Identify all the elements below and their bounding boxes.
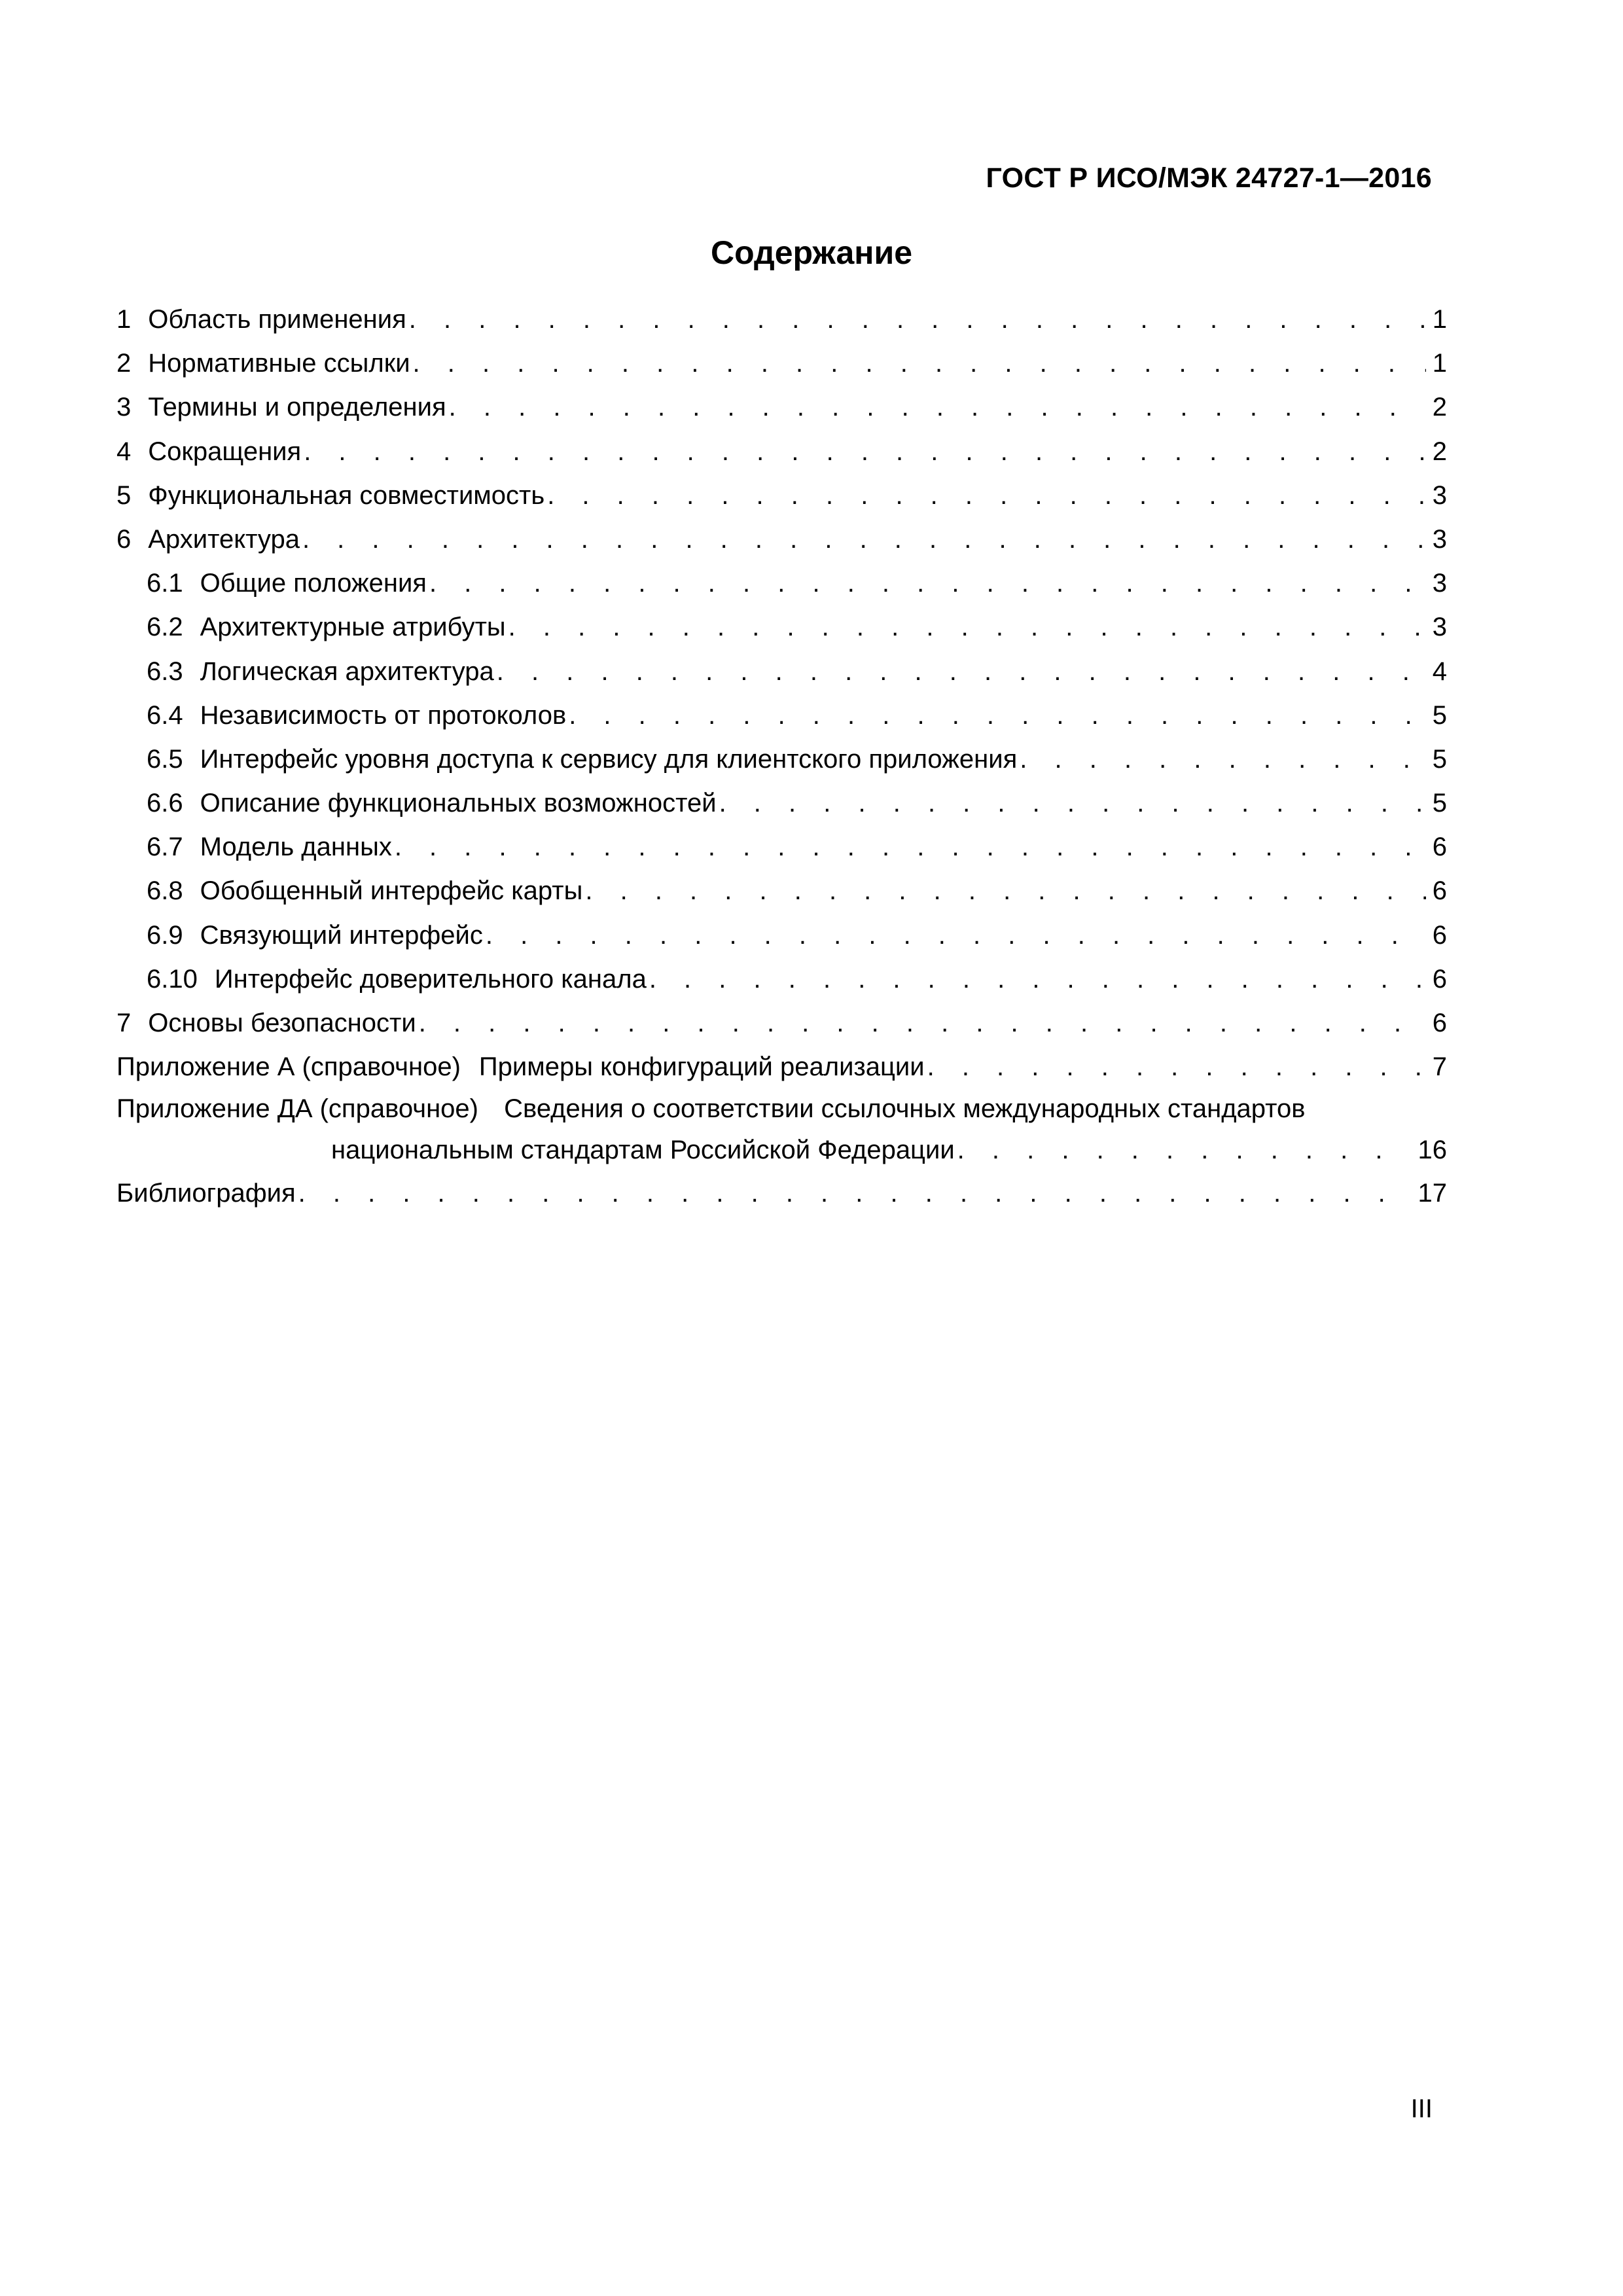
toc-page: 3	[1432, 569, 1447, 598]
toc-entry-6-9[interactable]	[116, 914, 1447, 958]
toc-num: 6.2	[147, 613, 183, 642]
leader-dots	[957, 1128, 1412, 1172]
annex-label: Приложение А (справочное)	[116, 1052, 461, 1082]
toc-text: Архитектура	[148, 524, 300, 554]
toc-text: Сокращения	[148, 437, 302, 466]
toc-text: Основы безопасности	[148, 1009, 416, 1037]
toc-num: 6.5	[147, 744, 183, 774]
leader-dots	[569, 694, 1426, 738]
toc-num: 1	[116, 305, 132, 334]
toc-num: 6.4	[147, 700, 183, 730]
toc-page: 1	[1432, 305, 1447, 334]
toc-page: 6	[1432, 920, 1447, 950]
toc-text: Функциональная совместимость	[148, 480, 545, 510]
toc-num: 6.9	[147, 920, 183, 950]
toc-text: Независимость от протоколов	[200, 700, 567, 730]
toc-entry-3[interactable]	[116, 386, 1447, 429]
toc-text: Интерфейс доверительного канала	[214, 964, 647, 994]
leader-dots	[304, 430, 1426, 474]
toc-title: Содержание	[710, 234, 913, 271]
toc-text: Описание функциональных возможностей	[200, 789, 717, 818]
leader-dots	[497, 650, 1426, 694]
leader-dots	[449, 386, 1426, 429]
leader-dots	[395, 825, 1426, 869]
toc-entry-6-10[interactable]	[116, 958, 1447, 1001]
toc-text: Библиография	[116, 1179, 296, 1208]
leader-dots	[585, 869, 1425, 913]
toc-text: Архитектурные атрибуты	[200, 613, 506, 642]
toc-entry-6-3[interactable]	[116, 650, 1447, 694]
toc-page: 6	[1432, 876, 1447, 906]
toc-entry-6[interactable]	[116, 518, 1447, 562]
leader-dots	[508, 605, 1426, 649]
leader-dots	[298, 1172, 1412, 1215]
toc-text: Сведения о соответствии ссылочных международных стандартов	[504, 1094, 1306, 1124]
leader-dots	[413, 342, 1426, 386]
toc-num: 3	[116, 393, 132, 422]
toc-entry-2[interactable]	[116, 342, 1447, 386]
toc-page: 17	[1418, 1179, 1447, 1208]
toc-page: 5	[1432, 700, 1447, 730]
toc-page: 6	[1432, 1009, 1447, 1037]
leader-dots	[419, 1001, 1426, 1045]
leader-dots	[547, 474, 1426, 518]
toc-text: Общие положения	[200, 569, 427, 598]
toc-entry-6-5[interactable]	[116, 738, 1447, 781]
toc-entry-annex-da[interactable]	[116, 1089, 1447, 1172]
toc-text: Логическая архитектура	[200, 656, 494, 686]
toc-text: Термины и определения	[148, 393, 446, 422]
toc-text: Область применения	[148, 305, 406, 334]
toc-page: 2	[1432, 393, 1447, 422]
toc-page: 3	[1432, 613, 1447, 642]
toc-page: 5	[1432, 789, 1447, 818]
toc-num: 5	[116, 480, 132, 510]
table-of-contents	[116, 298, 1447, 1216]
toc-page: 3	[1432, 524, 1447, 554]
toc-num: 6.7	[147, 833, 183, 862]
toc-num: 6	[116, 524, 132, 554]
toc-entry-6-2[interactable]	[116, 605, 1447, 649]
toc-entry-annex-a[interactable]	[116, 1045, 1447, 1089]
toc-text: Интерфейс уровня доступа к сервису для клиентского приложения	[200, 744, 1018, 774]
toc-page: 6	[1432, 833, 1447, 862]
toc-num: 6.3	[147, 656, 183, 686]
document-code: ГОСТ Р ИСО/МЭК 24727-1—2016	[986, 162, 1432, 194]
toc-text: Примеры конфигураций реализации	[478, 1052, 925, 1082]
toc-num: 6.8	[147, 876, 183, 906]
toc-page: 2	[1432, 437, 1447, 466]
toc-num: 7	[116, 1009, 132, 1037]
leader-dots	[927, 1045, 1426, 1089]
toc-num: 4	[116, 437, 132, 466]
toc-entry-6-4[interactable]	[116, 694, 1447, 738]
toc-text: Модель данных	[200, 833, 392, 862]
toc-text: Обобщенный интерфейс карты	[200, 876, 583, 906]
toc-entry-6-1[interactable]	[116, 562, 1447, 605]
toc-entry-6-7[interactable]	[116, 825, 1447, 869]
toc-text: Связующий интерфейс	[200, 920, 483, 950]
toc-entry-6-6[interactable]	[116, 781, 1447, 825]
toc-text-continued: национальным стандартам Российской Федерации	[331, 1136, 955, 1165]
toc-page: 3	[1432, 480, 1447, 510]
toc-num: 6.6	[147, 789, 183, 818]
leader-dots	[409, 298, 1426, 342]
toc-entry-4[interactable]	[116, 430, 1447, 474]
leader-dots	[429, 562, 1426, 605]
toc-text: Нормативные ссылки	[148, 349, 410, 378]
toc-num: 6.10	[147, 964, 198, 994]
toc-num: 2	[116, 349, 132, 378]
toc-num: 6.1	[147, 569, 183, 598]
leader-dots	[302, 518, 1426, 562]
toc-entry-1[interactable]	[116, 298, 1447, 342]
leader-dots	[649, 958, 1426, 1001]
page-number: III	[1410, 2094, 1433, 2123]
toc-entry-5[interactable]	[116, 474, 1447, 518]
toc-page: 7	[1432, 1052, 1447, 1082]
leader-dots	[486, 914, 1426, 958]
toc-entry-bibliography[interactable]	[116, 1172, 1447, 1215]
leader-dots	[1020, 738, 1425, 781]
toc-page: 6	[1432, 964, 1447, 994]
toc-page: 1	[1432, 349, 1447, 378]
toc-page: 4	[1432, 656, 1447, 686]
annex-label: Приложение ДА (справочное)	[116, 1094, 478, 1124]
toc-entry-6-8[interactable]	[116, 869, 1447, 913]
toc-page: 16	[1418, 1136, 1447, 1165]
leader-dots	[719, 781, 1426, 825]
toc-entry-7[interactable]	[116, 1001, 1447, 1045]
toc-page: 5	[1432, 744, 1447, 774]
